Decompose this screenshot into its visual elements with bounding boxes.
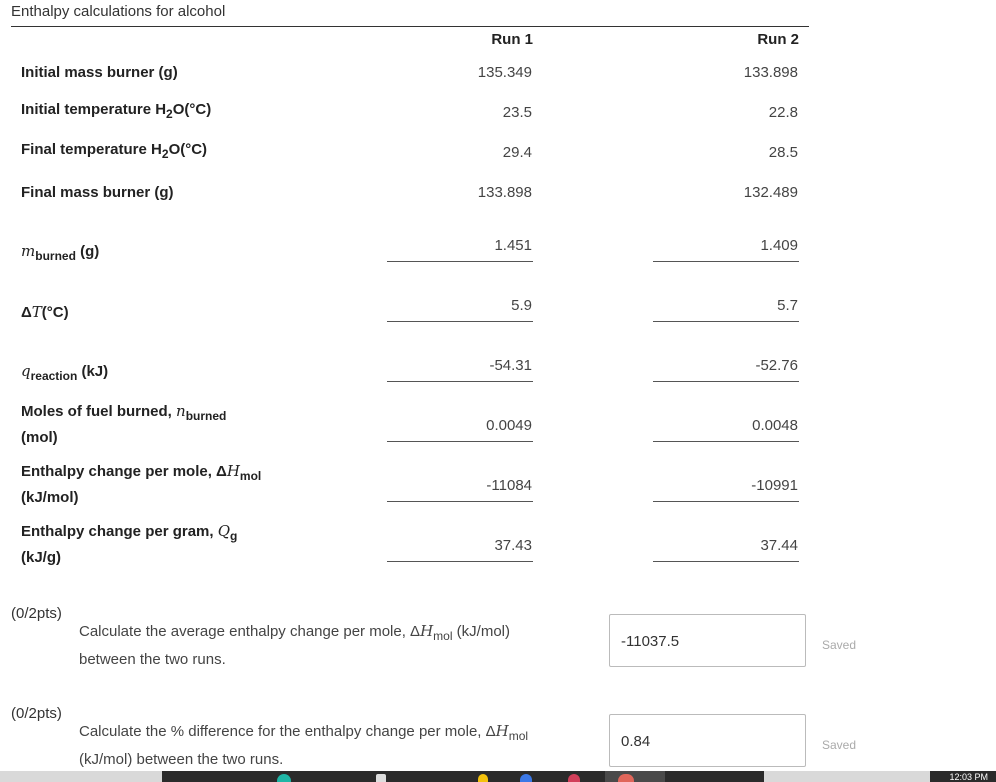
answer-input[interactable]: -11037.5	[609, 614, 806, 667]
question-points: (0/2pts)	[11, 605, 62, 622]
value-q-reaction-run2[interactable]: -52.76	[755, 357, 798, 374]
value-enthalpy-per-gram-run1[interactable]: 37.43	[494, 537, 532, 554]
column-header-run2: Run 2	[757, 31, 799, 48]
value-final-temp-run2: 28.5	[768, 144, 798, 161]
taskbar-clock[interactable]: 12:03 PM	[949, 772, 988, 782]
field-underline	[653, 561, 799, 562]
row-label-enthalpy-per-gram: Enthalpy change per gram, $Q_g$ (kJ/g)	[21, 522, 238, 566]
chrome-icon[interactable]	[277, 774, 291, 782]
row-label-delta-t: ΔT(°C)	[21, 303, 69, 321]
section-title: Enthalpy calculations for alcohol	[11, 3, 226, 20]
column-header-run1: Run 1	[491, 31, 533, 48]
field-underline	[653, 321, 799, 322]
row-label-initial-temp: Initial temperature $H_2O(^\circ C)$	[21, 101, 212, 121]
value-final-mass-run1: 133.898	[477, 184, 532, 201]
field-underline	[387, 441, 533, 442]
field-underline	[387, 501, 533, 502]
field-underline	[387, 561, 533, 562]
value-q-reaction-run1[interactable]: -54.31	[489, 357, 532, 374]
field-underline	[653, 261, 799, 262]
row-label-q-reaction: $q_{reaction}$ (kJ)	[21, 362, 109, 383]
value-final-temp-run1: 29.4	[502, 144, 532, 161]
value-initial-mass-run2: 133.898	[743, 64, 798, 81]
value-moles-burned-run1[interactable]: 0.0049	[486, 417, 532, 434]
value-initial-temp-run2: 22.8	[768, 104, 798, 121]
row-label-mass-burned: $m_{burned}$ (g)	[21, 242, 100, 263]
value-mass-burned-run1[interactable]: 1.451	[494, 237, 532, 254]
row-label-moles-burned: Moles of fuel burned, $n_{burned}$ (mol)	[21, 402, 227, 446]
drive-icon[interactable]	[478, 774, 488, 782]
row-label-final-temp: Final temperature $H_2O(^\circ C)$	[21, 141, 208, 161]
row-label-final-mass: Final mass burner (g)	[21, 184, 174, 201]
field-underline	[653, 441, 799, 442]
title-rule	[11, 26, 809, 27]
value-final-mass-run2: 132.489	[743, 184, 798, 201]
taskbar-shelf	[162, 771, 764, 782]
value-delta-t-run2[interactable]: 5.7	[777, 297, 798, 314]
row-label-initial-mass: Initial mass burner (g)	[21, 64, 178, 81]
field-underline	[387, 261, 533, 262]
app-icon-blue[interactable]	[520, 774, 532, 782]
value-moles-burned-run2[interactable]: 0.0048	[752, 417, 798, 434]
field-underline	[653, 501, 799, 502]
app-icon-active[interactable]	[618, 774, 634, 782]
field-underline	[653, 381, 799, 382]
value-delta-t-run1[interactable]: 5.9	[511, 297, 532, 314]
value-enthalpy-per-mole-run1[interactable]: -11084	[486, 477, 532, 494]
question-text: Calculate the average enthalpy change per mole, $\Delta H_{mol}$ (kJ/mol) between the two runs.	[79, 622, 511, 668]
value-initial-temp-run1: 23.5	[502, 104, 532, 121]
saved-status: Saved	[822, 738, 857, 752]
files-icon[interactable]	[376, 774, 386, 782]
value-enthalpy-per-gram-run2[interactable]: 37.44	[760, 537, 798, 554]
field-underline	[387, 381, 533, 382]
value-enthalpy-per-mole-run2[interactable]: -10991	[751, 477, 798, 494]
field-underline	[387, 321, 533, 322]
row-label-enthalpy-per-mole: Enthalpy change per mole, $\Delta H_{mol}$ (kJ/mol)	[21, 462, 262, 506]
question-text: Calculate the % difference for the enthalpy change per mole, $\Delta H_{mol}$ (kJ/mol) between the two runs.	[79, 722, 529, 768]
value-initial-mass-run1: 135.349	[477, 64, 532, 81]
question-points: (0/2pts)	[11, 705, 62, 722]
app-icon-red[interactable]	[568, 774, 580, 782]
saved-status: Saved	[822, 638, 857, 652]
answer-input[interactable]: 0.84	[609, 714, 806, 767]
value-mass-burned-run2[interactable]: 1.409	[760, 237, 798, 254]
taskbar-active-app[interactable]	[605, 771, 665, 782]
